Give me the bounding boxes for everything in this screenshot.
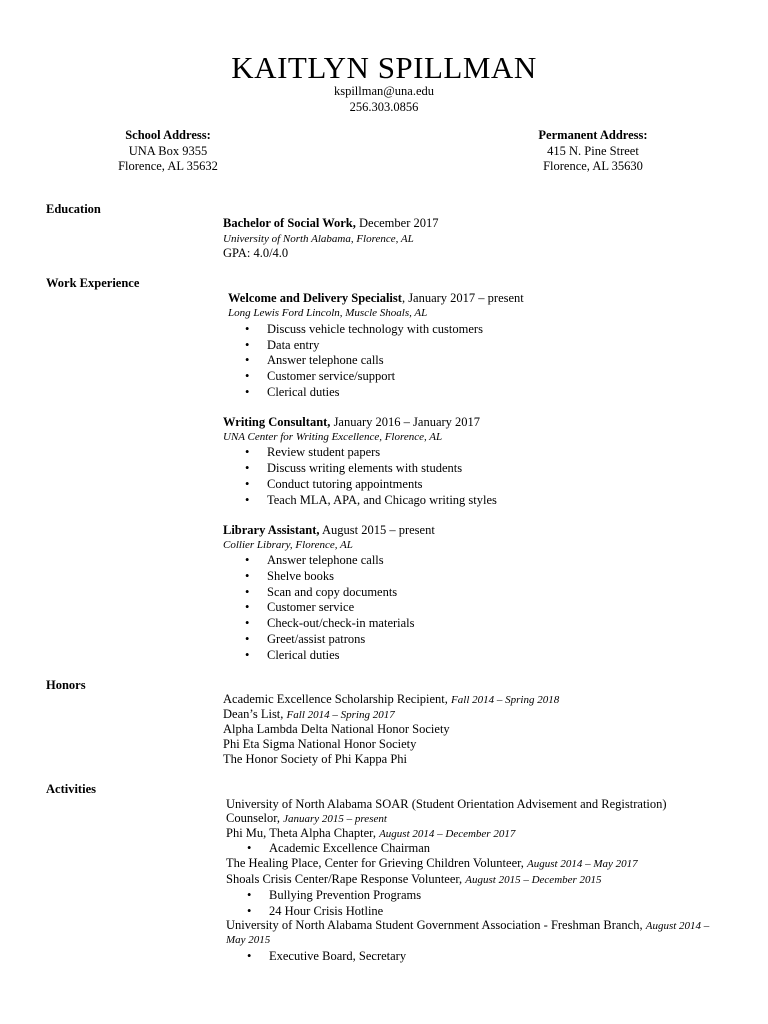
list-item: • 24 Hour Crisis Hotline xyxy=(247,904,384,918)
school-address-line2: Florence, AL 35632 xyxy=(118,159,218,173)
activity-phimu: Phi Mu, Theta Alpha Chapter, August 2014 – December 2017 xyxy=(226,826,516,840)
degree-date: December 2017 xyxy=(355,216,439,230)
job-title: Writing Consultant, xyxy=(223,415,331,429)
activities-heading: Activities xyxy=(46,782,96,796)
list-item: • Discuss writing elements with students xyxy=(245,461,463,475)
activity-sga: University of North Alabama Student Government Association - Freshman Branch, August 2014 – xyxy=(226,918,710,932)
education-gpa: GPA: 4.0/4.0 xyxy=(223,246,289,260)
email: kspillman@una.edu xyxy=(333,84,435,98)
permanent-address-line1: 415 N. Pine Street xyxy=(547,143,639,158)
list-item: • Customer service xyxy=(245,600,355,614)
job-title-line xyxy=(228,291,524,306)
job-dates: August 2015 – present xyxy=(319,523,435,537)
permanent-address xyxy=(518,128,668,175)
honor-item: Alpha Lambda Delta National Honor Society xyxy=(223,722,450,736)
work-heading: Work Experience xyxy=(46,276,140,290)
activity-healing-place: The Healing Place, Center for Grieving Children Volunteer, August 2014 – May 2017 xyxy=(226,856,638,870)
list-item: • Academic Excellence Chairman xyxy=(247,841,431,855)
honor-item: Dean’s List, Fall 2014 – Spring 2017 xyxy=(223,707,395,721)
activity-sga-date-end: May 2015 xyxy=(226,934,271,946)
education-school: University of North Alabama, Florence, AL xyxy=(223,233,414,245)
job-title-line xyxy=(223,523,435,538)
list-item: • Bullying Prevention Programs xyxy=(247,888,422,902)
honor-item: The Honor Society of Phi Kappa Phi xyxy=(223,752,408,766)
phone: 256.303.0856 xyxy=(349,100,419,114)
list-item: • Shelve books xyxy=(245,569,335,583)
activity-soar: University of North Alabama SOAR (Student Orientation Advisement and Registration) xyxy=(226,797,667,811)
list-item: • Clerical duties xyxy=(245,648,340,662)
job-title-line xyxy=(223,415,480,430)
list-item: • Answer telephone calls xyxy=(245,553,384,567)
list-item: • Scan and copy documents xyxy=(245,585,398,599)
list-item: • Clerical duties xyxy=(245,385,340,399)
list-item: • Check-out/check-in materials xyxy=(245,616,415,630)
job-title: Library Assistant, xyxy=(223,523,320,537)
school-address xyxy=(98,128,238,175)
list-item: • Customer service/support xyxy=(245,369,396,383)
honors-heading: Honors xyxy=(46,678,86,692)
activity-shoals-crisis: Shoals Crisis Center/Rape Response Volunteer, August 2015 – December 2015 xyxy=(226,872,602,886)
job-dates: , January 2017 – present xyxy=(401,291,524,305)
honor-item: Academic Excellence Scholarship Recipient, Fall 2014 – Spring 2018 xyxy=(223,692,560,706)
candidate-name: KAITLYN SPILLMAN xyxy=(231,50,537,85)
honor-item: Phi Eta Sigma National Honor Society xyxy=(223,737,417,751)
list-item: • Review student papers xyxy=(245,445,381,459)
permanent-address-line2: Florence, AL 35630 xyxy=(543,159,643,173)
job-org: Long Lewis Ford Lincoln, Muscle Shoals, AL xyxy=(228,307,428,319)
list-item: • Data entry xyxy=(245,338,320,352)
education-degree xyxy=(223,216,438,231)
list-item: • Discuss vehicle technology with customers xyxy=(245,322,483,336)
job-org: UNA Center for Writing Excellence, Florence, AL xyxy=(223,431,443,443)
education-heading: Education xyxy=(46,202,101,216)
list-item: • Conduct tutoring appointments xyxy=(245,477,423,491)
list-item: • Teach MLA, APA, and Chicago writing styles xyxy=(245,493,497,507)
school-address-line1: UNA Box 9355 xyxy=(128,143,208,158)
job-dates: January 2016 – January 2017 xyxy=(330,415,481,429)
list-item: • Greet/assist patrons xyxy=(245,632,366,646)
permanent-address-label: Permanent Address: xyxy=(538,128,648,142)
list-item: • Answer telephone calls xyxy=(245,353,384,367)
job-title: Welcome and Delivery Specialist xyxy=(228,291,402,305)
activity-soar-role: Counselor, January 2015 – present xyxy=(226,811,387,825)
job-org: Collier Library, Florence, AL xyxy=(223,539,353,551)
list-item: • Executive Board, Secretary xyxy=(247,949,407,963)
degree-name: Bachelor of Social Work, xyxy=(223,216,356,230)
school-address-label: School Address: xyxy=(125,128,211,142)
